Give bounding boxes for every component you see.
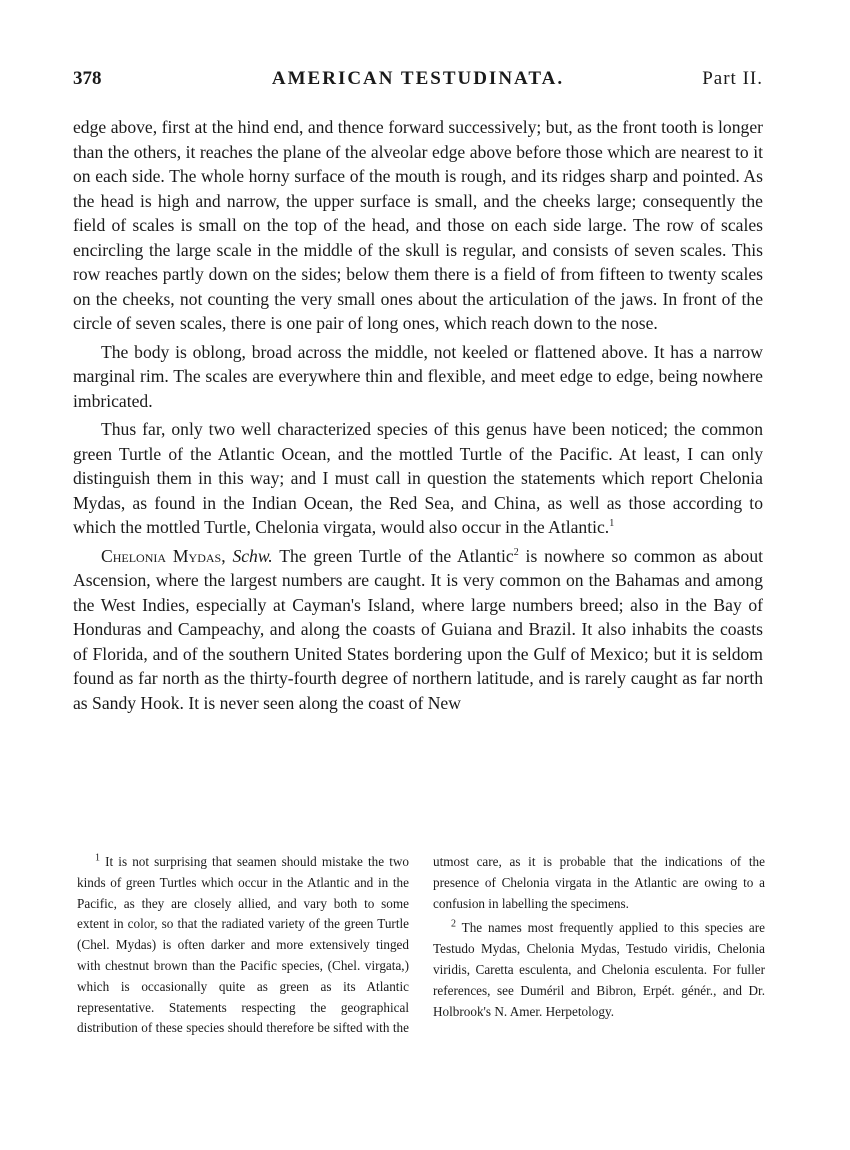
paragraph-text: Thus far, only two well characterized species of this genus have been noticed; the common green Turtle of the Atlantic Ocean, and the mottled Turtle of the Pacific. At least, I can only distinguish them in this way; and I must call in question the statements which report Chelonia Mydas, as found in the Indian Ocean, the Red Sea, and China, as well as those according to which the mottled Turtle, Chelonia virgata, would also occur in the Atlantic.: [73, 419, 763, 537]
paragraph-chelonia-mydas: [73, 544, 763, 716]
footnote-ref-2[interactable]: 2: [513, 546, 519, 558]
page-number: 378: [73, 68, 102, 89]
paragraph-body-shape: The body is oblong, broad across the middle, not keeled or flattened above. It has a narrow marginal rim. The scales are everywhere thin and flexible, and meet edge to edge, being nowhere imbricated.: [73, 341, 763, 411]
part-label: Part II.: [702, 68, 763, 89]
page-header: [73, 68, 763, 96]
paragraph-text: The green Turtle of the Atlantic: [272, 545, 514, 566]
footnote-ref-1[interactable]: 1: [609, 518, 615, 530]
footnote-mark-1: 1: [95, 852, 100, 864]
footnote-text: The names most frequently applied to this species are Testudo Mydas, Chelonia Mydas, Testudo viridis, Chelonia viridis, Caretta esculenta, and Chelonia esculenta. For fuller references, see Duméril and Bibron, Erpét. génér., and Dr. Holbrook's N. Amer. Herpetology.: [433, 920, 765, 1019]
paragraph-text: is nowhere so common as about Ascension, where the largest numbers are caught. It is very common on the Bahamas and among the West Indies, especially at Cayman's Island, where large numbers breed; also in the Bay of Honduras and Campeachy, and along the coasts of Guiana and Brazil. It also inhabits the coasts of Florida, and of the southern United States bordering upon the Gulf of Mexico; but it is seldom found as far north as the thirty-fourth degree of northern latitude, and is rarely caught as far north as Sandy Hook. It is never seen along the coast of New: [73, 545, 763, 713]
paragraph-species-count: [73, 417, 763, 540]
footnote-mark-2: 2: [451, 919, 456, 930]
paragraph-continued: edge above, first at the hind end, and thence forward successively; but, as the front tooth is longer than the others, it reaches the plane of the alveolar edge above before those which are nearest to it on each side. The whole horny surface of the mouth is rough, and its ridges sharp and pointed. As the head is high and narrow, the upper surface is small, and the cheeks large; consequently the field of scales is small on the top of the head, and those on each side large. The row of scales encircling the large scale in the middle of the skull is regular, and consists of seven scales. This row reaches partly down on the sides; below them there is a field of from fifteen to twenty scales on the cheeks, not counting the very small ones about the articulation of the jaws. In front of the circle of seven scales, there is one pair of long ones, which reach down to the nose.: [73, 117, 763, 333]
species-author: Schw.: [232, 545, 273, 566]
footnote-text: It is not surprising that seamen should mistake the two kinds of green Turtles which occur in the Atlantic and in the Pacific, as they are closely allied, and vary both to some extent in color, so that the radiated variety of the green Turtle (Chel. Mydas) is often darker and more extensively tinged with chestnut brown than the Pacific species, (Chel. virgata,) which is occasionally quite as green as its Atlantic representative. Statements respecting the geographical distribution of these species should therefore be sifted with the utmost care, as it is probable that the indications of the presence of Chelonia virgata in the Atlantic are owing to a confusion in labelling the specimens.: [77, 854, 765, 1036]
running-title: AMERICAN TESTUDINATA.: [271, 68, 565, 89]
footnotes: [77, 852, 765, 1039]
footnote-2: [433, 918, 765, 1022]
species-name: Chelonia Mydas,: [101, 545, 226, 566]
body-text: [73, 115, 763, 715]
